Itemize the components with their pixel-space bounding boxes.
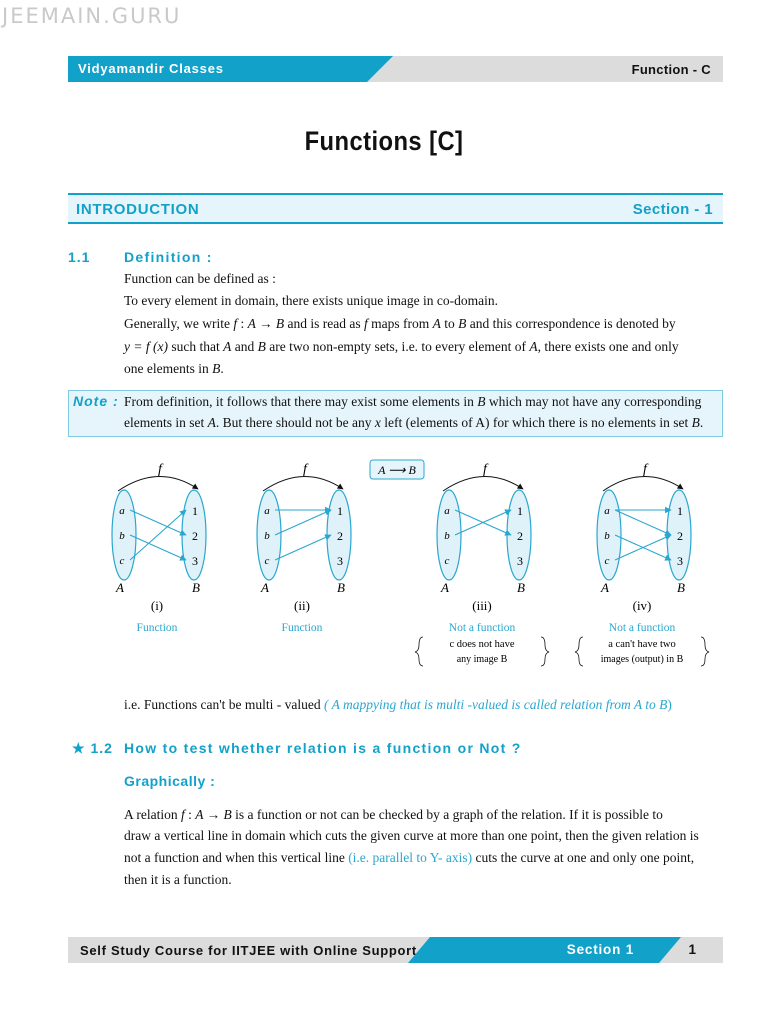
footer-page-number: 1 <box>688 942 696 957</box>
multi-valued-line: i.e. Functions can't be multi - valued ( A mappying that is multi -valued is called relation from A to B) <box>124 697 672 712</box>
map-label: f <box>483 462 487 477</box>
codomain-element: 2 <box>677 529 683 543</box>
codomain-element: 1 <box>337 504 343 518</box>
mapping-arrow <box>275 510 331 535</box>
footer-course-bar <box>68 937 420 963</box>
footer-section: Section 1 <box>566 942 634 957</box>
brace-right <box>701 637 709 666</box>
header-brand: Vidyamandir Classes <box>78 61 224 76</box>
definition-line-3: Generally, we write f : A → B and is read as f maps from A to B and this correspondence is denoted by <box>124 316 676 331</box>
domain-label: A <box>601 580 609 595</box>
section-number-1-2: ★ 1.2 <box>72 740 113 756</box>
domain-element: a <box>119 505 125 517</box>
intro-banner <box>68 193 723 224</box>
domain-label: A <box>261 580 269 595</box>
footer-page-bar <box>681 937 723 963</box>
panel-caption: Not a function <box>608 622 676 634</box>
panel-caption: Function <box>281 622 323 634</box>
domain-label: A <box>116 580 124 595</box>
intro-label: INTRODUCTION <box>76 201 200 218</box>
panel-caption: Function <box>136 622 178 634</box>
map-label: f <box>303 462 307 477</box>
codomain-element: 3 <box>677 554 683 568</box>
domain-element: a <box>264 505 270 517</box>
svg-text:A ⟶ B: A ⟶ B <box>378 463 416 477</box>
section-number-1-1: 1.1 <box>68 249 91 265</box>
codomain-element: 3 <box>192 554 198 568</box>
subsection-graphically: Graphically : <box>124 773 216 789</box>
mapping-diagrams <box>100 455 730 675</box>
codomain-element: 3 <box>337 554 343 568</box>
header-brand-bar <box>68 56 398 82</box>
note-box <box>68 390 723 437</box>
mapping-panel-1 <box>112 462 206 634</box>
codomain-element: 1 <box>517 504 523 518</box>
map-arc <box>263 476 343 491</box>
codomain-element: 1 <box>192 504 198 518</box>
panel-note-line-2: images (output) in B <box>600 654 684 665</box>
map-label: f <box>158 462 162 477</box>
map-arc <box>443 476 523 491</box>
panel-note-line-2: any image B <box>456 654 508 665</box>
page-title: Functions [C] <box>304 126 464 156</box>
note-label: Note : <box>73 393 119 409</box>
domain-element: a <box>444 505 450 517</box>
codomain-label: B <box>192 580 200 595</box>
note-text: From definition, it follows that there may exist some elements in B which may not have any corresponding elements in set A. But there should not be any x left (elements of A) for which there is no elements in set B. <box>124 394 704 430</box>
codomain-element: 1 <box>677 504 683 518</box>
definition-line-5: one elements in B. <box>124 361 224 376</box>
codomain-element: 3 <box>517 554 523 568</box>
domain-element: b <box>119 530 125 542</box>
domain-element: b <box>604 530 610 542</box>
mapping-notation-box <box>370 460 424 479</box>
panel-caption: Not a function <box>448 622 516 634</box>
mapping-arrow <box>130 535 186 560</box>
domain-element: c <box>604 555 610 567</box>
header-chapter-bar <box>393 56 723 82</box>
panel-note-line-1: a can't have two <box>608 639 676 650</box>
codomain-label: B <box>337 580 345 595</box>
panel-number: (ii) <box>294 598 310 613</box>
footer-section-bar <box>430 937 668 963</box>
section-title-definition: Definition : <box>124 249 213 265</box>
definition-line-1: Function can be defined as : <box>124 271 276 286</box>
header-chapter: Function - C <box>631 62 711 77</box>
codomain-label: B <box>517 580 525 595</box>
graphically-line-3: not a function and when this vertical line (i.e. parallel to Y- axis) cuts the curve at one and only one point, <box>124 850 695 865</box>
page-footer <box>68 937 723 963</box>
mapping-arrow <box>275 535 331 560</box>
map-arc <box>603 476 683 491</box>
brace-right <box>541 637 549 666</box>
codomain-element: 2 <box>517 529 523 543</box>
footer-course: Self Study Course for IITJEE with Online Support <box>80 943 417 958</box>
definition-line-2: To every element in domain, there exists unique image in co-domain. <box>124 293 498 308</box>
graphically-line-2: draw a vertical line in domain which cuts the given curve at more than one point, then the given relation is <box>124 828 699 843</box>
codomain-element: 2 <box>192 529 198 543</box>
map-label: f <box>643 462 647 477</box>
mapping-panel-2 <box>257 462 351 634</box>
panel-number: (iv) <box>632 598 652 613</box>
codomain-label: B <box>677 580 685 595</box>
domain-element: c <box>119 555 125 567</box>
mapping-panel-3 <box>415 462 549 666</box>
definition-line-4: y = f (x) such that A and B are two non-empty sets, i.e. to every element of A, there exists one and only <box>124 339 679 354</box>
watermark: JEEMAIN.GURU <box>2 4 182 28</box>
panel-number: (iii) <box>472 598 492 613</box>
graphically-line-1: A relation f : A → B is a function or not can be checked by a graph of the relation. If it is possible to <box>124 807 663 822</box>
section-title-test: How to test whether relation is a function or Not ? <box>124 740 522 756</box>
domain-element: a <box>604 505 610 517</box>
mapping-arrow <box>130 510 186 560</box>
brace-left <box>575 637 583 666</box>
domain-element: c <box>264 555 270 567</box>
mapping-panel-4 <box>575 462 709 666</box>
domain-element: c <box>444 555 450 567</box>
map-arc <box>118 476 198 491</box>
domain-label: A <box>441 580 449 595</box>
panel-number: (i) <box>150 598 164 613</box>
domain-element: b <box>264 530 270 542</box>
domain-element: b <box>444 530 450 542</box>
mapping-arrow <box>615 510 671 535</box>
panel-note-line-1: c does not have <box>449 639 515 650</box>
page-header <box>68 56 723 82</box>
brace-left <box>415 637 423 666</box>
intro-section: Section - 1 <box>632 201 713 218</box>
graphically-line-4: then it is a function. <box>124 872 232 887</box>
codomain-element: 2 <box>337 529 343 543</box>
mapping-arrow <box>130 510 186 535</box>
